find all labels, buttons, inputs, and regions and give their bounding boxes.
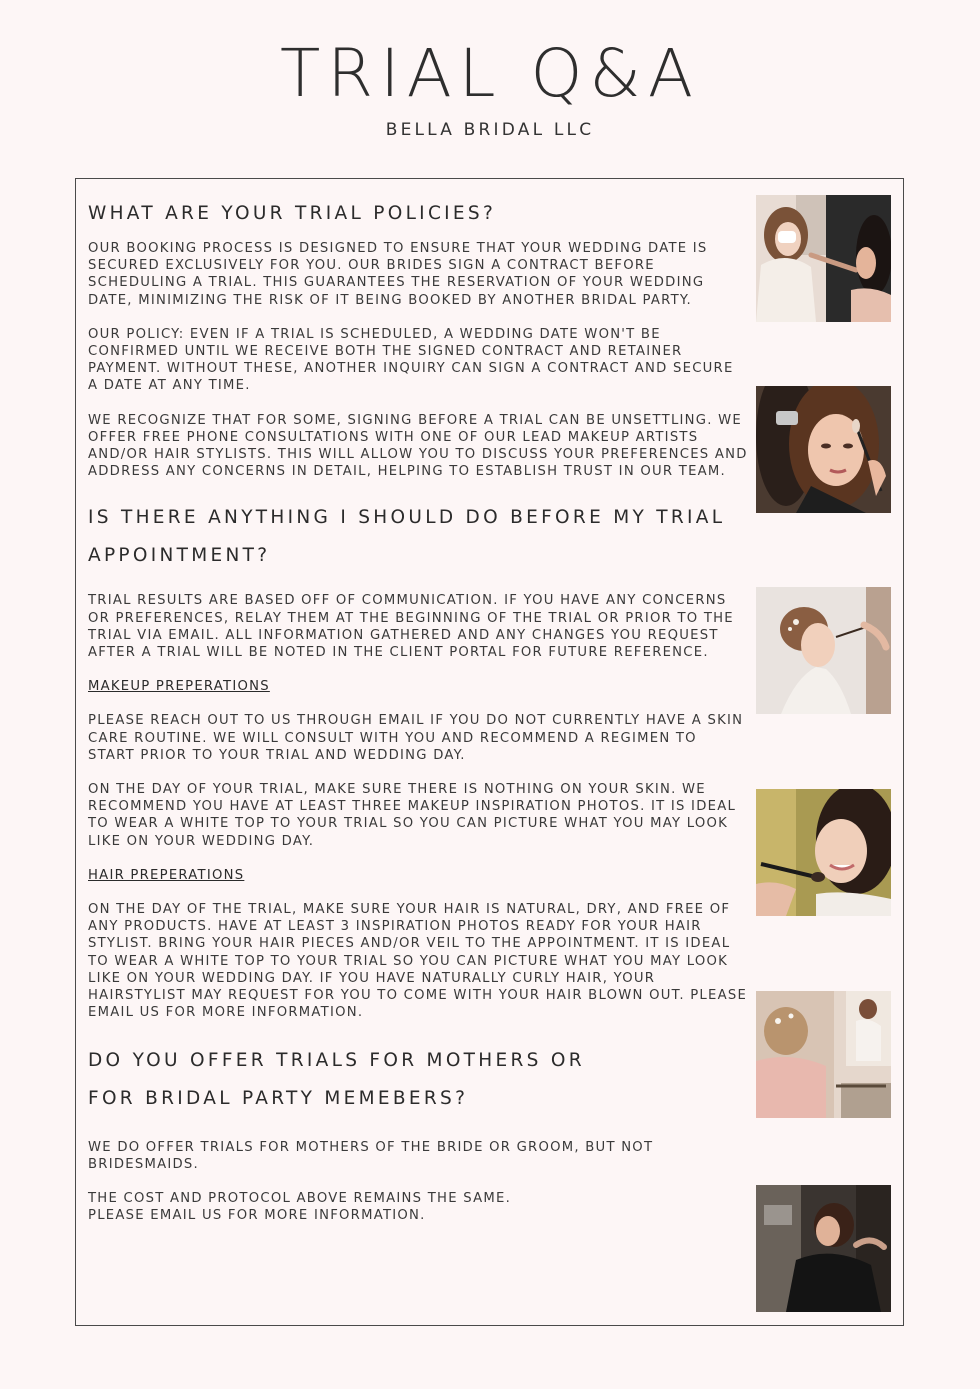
page-subtitle: BELLA BRIDAL LLC [385,120,595,140]
qa-content [88,195,748,1224]
photo-bride-closeup-brush [756,386,891,513]
section3-paragraph-2-line2: PLEASE EMAIL US FOR MORE INFORMATION. [88,1208,426,1224]
page-title: TRIAL Q&A [279,35,701,112]
makeup-paragraph-2: ON THE DAY OF YOUR TRIAL, MAKE SURE THERE IS NOTHING ON YOUR SKIN. WE RECOMMEND YOU HAVE AT LEAST THREE MAKEUP INSPIRATION PHOTOS. IT IS IDEAL TO WEAR A WHITE TOP TO YOUR TRIAL SO YOU CAN PICTURE WHAT YOU MAY LOOK LIKE ON YOUR WEDDING DAY. [88,782,737,849]
section1-paragraph-1: OUR BOOKING PROCESS IS DESIGNED TO ENSURE THAT YOUR WEDDING DATE IS SECURED EXCLUSIVELY FOR YOU. OUR BRIDES SIGN A CONTRACT BEFORE SCHEDULING A TRIAL. THIS GUARANTEES THE RESERVATION OF YOUR WEDDING DATE, MINIMIZING THE RISK OF IT BEING BOOKED BY ANOTHER BRIDAL PARTY. [88,241,708,308]
section1-paragraph-3: WE RECOGNIZE THAT FOR SOME, SIGNING BEFORE A TRIAL CAN BE UNSETTLING. WE OFFER FREE PHONE CONSULTATIONS WITH ONE OF OUR LEAD MAKEUP ARTISTS AND/OR HAIR STYLISTS. THIS WILL ALLOW YOU TO DISCUSS YOUR PREFERENCES AND ADDRESS ANY CONCERNS IN DETAIL, HELPING TO ESTABLISH TRUST IN OUR TEAM. [88,412,748,480]
photo-makeup-artist-masked [756,195,891,322]
section3-heading-line1: DO YOU OFFER TRIALS FOR MOTHERS OR [88,1049,585,1071]
makeup-paragraph-1: PLEASE REACH OUT TO US THROUGH EMAIL IF YOU DO NOT CURRENTLY HAVE A SKIN CARE ROUTINE. WE WILL CONSULT WITH YOU AND RECOMMEND A REGIMEN TO START PRIOR TO YOUR TRIAL AND WEDDING DAY. [88,713,744,763]
section2-paragraph-1: TRIAL RESULTS ARE BASED OFF OF COMMUNICATION. IF YOU HAVE ANY CONCERNS OR PREFERENCES, RELAY THEM AT THE BEGINNING OF THE TRIAL OR PRIOR TO THE TRIAL VIA EMAIL. ALL INFORMATION GATHERED AND ANY CHANGES YOU REQUEST AFTER A TRIAL WILL BE NOTED IN THE CLIENT PORTAL FOR FUTURE REFERENCE. [88,593,734,661]
hair-preparations-heading: HAIR PREPERATIONS [88,867,245,883]
photo-salon-client-cape [756,1185,891,1312]
hair-paragraph-1: ON THE DAY OF THE TRIAL, MAKE SURE YOUR HAIR IS NATURAL, DRY, AND FREE OF ANY PRODUCTS. HAVE AT LEAST 3 INSPIRATION PHOTOS READY FOR YOUR HAIR STYLIST. BRING YOUR HAIR PIECES AND/OR VEIL TO THE APPOINTMENT. IT IS IDEAL TO WEAR A WHITE TOP TO YOUR TRIAL SO YOU CAN PICTURE WHAT YOU MAY LOOK LIKE ON YOUR WEDDING DAY. IF YOU HAVE NATURALLY CURLY HAIR, YOUR HAIRSTYLIST MAY REQUEST FOR YOU TO COME WITH YOUR HAIR BLOWN OUT. PLEASE EMAIL US FOR MORE INFORMATION. [88,902,748,1021]
section2-heading-line1: IS THERE ANYTHING I SHOULD DO BEFORE MY TRIAL [88,507,726,529]
section3-paragraph-1: WE DO OFFER TRIALS FOR MOTHERS OF THE BRIDE OR GROOM, BUT NOT BRIDESMAIDS. [88,1139,654,1172]
photo-bride-smiling-makeup [756,789,891,916]
section1-paragraph-2: OUR POLICY: EVEN IF A TRIAL IS SCHEDULED, A WEDDING DATE WON'T BE CONFIRMED UNTIL WE RECEIVE BOTH THE SIGNED CONTRACT AND RETAINER PAYMENT. WITHOUT THESE, ANOTHER INQUIRY CAN SIGN A CONTRACT AND SECURE A DATE AT ANY TIME. [88,326,734,394]
section3-heading-line2: FOR BRIDAL PARTY MEMEBERS? [88,1087,469,1109]
makeup-preparations-heading: MAKEUP PREPERATIONS [88,679,270,695]
photo-hairstylist-updo [756,991,891,1118]
section1-heading: WHAT ARE YOUR TRIAL POLICIES? [88,203,497,224]
section2-heading-line2: APPOINTMENT? [88,545,271,567]
photo-bride-updo-makeup [756,587,891,714]
section3-paragraph-2-line1: THE COST AND PROTOCOL ABOVE REMAINS THE SAME. [88,1190,512,1206]
